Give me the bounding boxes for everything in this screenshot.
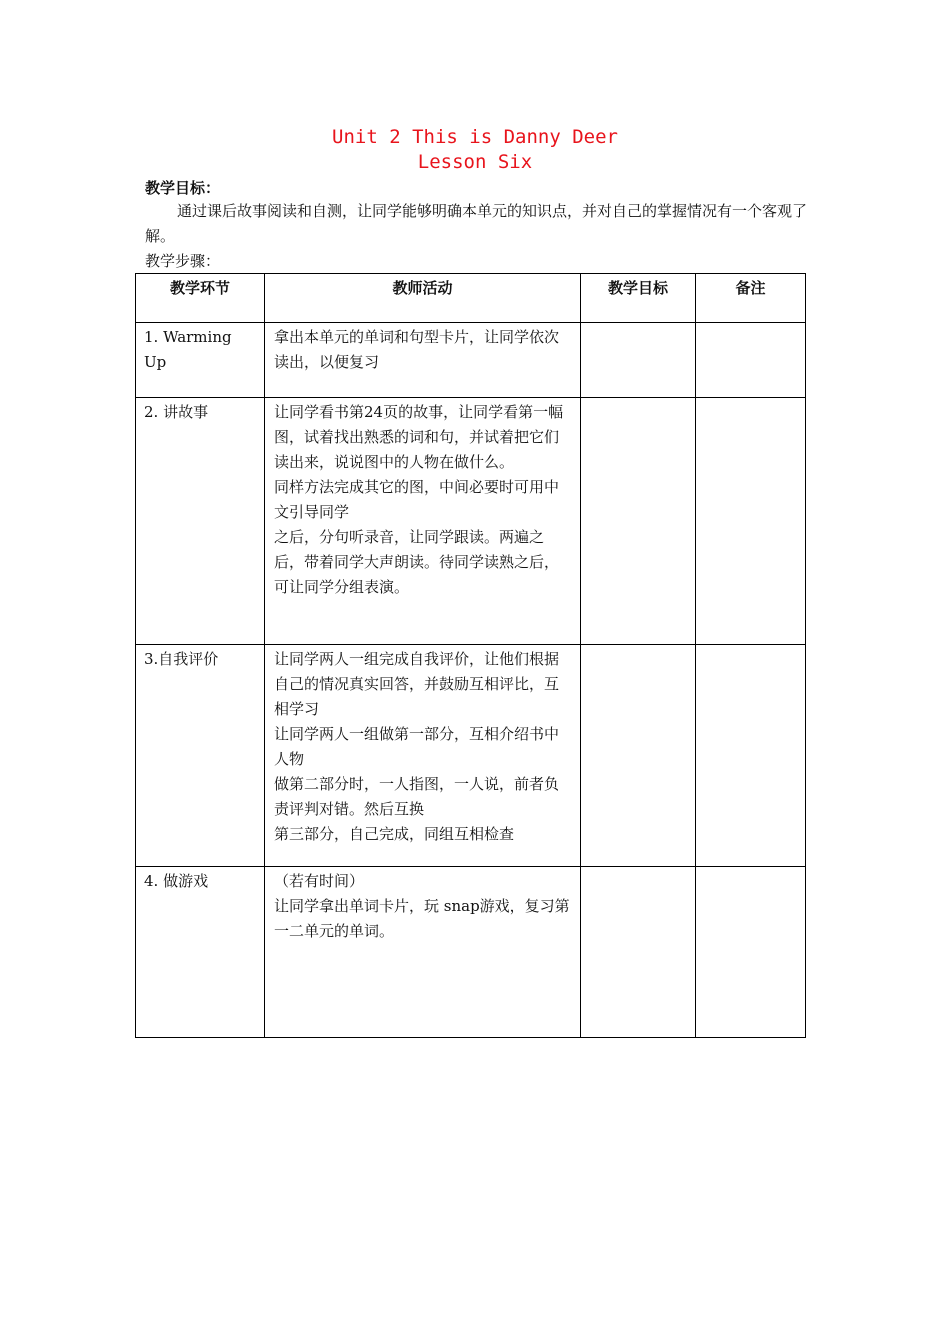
activity-paragraph: 让同学两人一组做第一部分，互相介绍书中人物 [274, 725, 560, 768]
note-cell [696, 323, 806, 398]
activity-paragraph: 做第二部分时，一人指图，一人说，前者负责评判对错。然后互换 [274, 775, 560, 818]
header-activity: 教师活动 [265, 274, 581, 323]
title-line-1: Unit 2 This is Danny Deer [332, 126, 618, 148]
step-cell: 1. Warming Up [136, 323, 265, 398]
title-line-2: Lesson Six [417, 151, 533, 173]
lesson-steps-table [135, 273, 806, 1038]
activity-paragraph: 第三部分，自己完成，同组互相检查 [274, 825, 515, 843]
step-cell: 2. 讲故事 [136, 398, 265, 645]
activity-paragraph: 之后，分句听录音，让同学跟读。两遍之后，带着同学大声朗读。待同学读熟之后，可让同学分组表演。 [274, 528, 560, 596]
objective-heading: 教学目标： [145, 179, 221, 197]
header-goal: 教学目标 [581, 274, 696, 323]
goal-cell [581, 398, 696, 645]
goal-cell [581, 323, 696, 398]
note-cell [696, 645, 806, 867]
header-step: 教学环节 [136, 274, 265, 323]
activity-paragraph: 同样方法完成其它的图，中间必要时可用中文引导同学 [274, 478, 560, 521]
step-cell: 3.自我评价 [136, 645, 265, 867]
table-row [136, 645, 806, 867]
table-header-row [136, 274, 806, 323]
table-row [136, 398, 806, 645]
activity-paragraph: 让同学拿出单词卡片，玩 snap游戏，复习第一二单元的单词。 [274, 897, 570, 940]
objective-text: 通过课后故事阅读和自测，让同学能够明确本单元的知识点，并对自己的掌握情况有一个客观了解。 [145, 202, 808, 245]
activity-cell [265, 645, 581, 867]
note-cell [696, 867, 806, 1038]
header-note: 备注 [696, 274, 806, 323]
activity-paragraph: 让同学两人一组完成自我评价，让他们根据自己的情况真实回答，并鼓励互相评比，互相学习 [274, 650, 560, 718]
activity-paragraph: 让同学看书第24页的故事，让同学看第一幅图，试着找出熟悉的词和句，并试着把它们读出来，说说图中的人物在做什么。 [274, 403, 564, 471]
activity-cell [265, 867, 581, 1038]
activity-paragraph: （若有时间） [274, 872, 365, 890]
activity-cell [265, 398, 581, 645]
note-cell [696, 398, 806, 645]
table-row [136, 867, 806, 1038]
table-row [136, 323, 806, 398]
activity-paragraph: 拿出本单元的单词和句型卡片，让同学依次读出，以便复习 [274, 328, 560, 371]
activity-cell [265, 323, 581, 398]
goal-cell [581, 645, 696, 867]
steps-heading: 教学步骤： [145, 252, 221, 270]
step-cell: 4. 做游戏 [136, 867, 265, 1038]
goal-cell [581, 867, 696, 1038]
